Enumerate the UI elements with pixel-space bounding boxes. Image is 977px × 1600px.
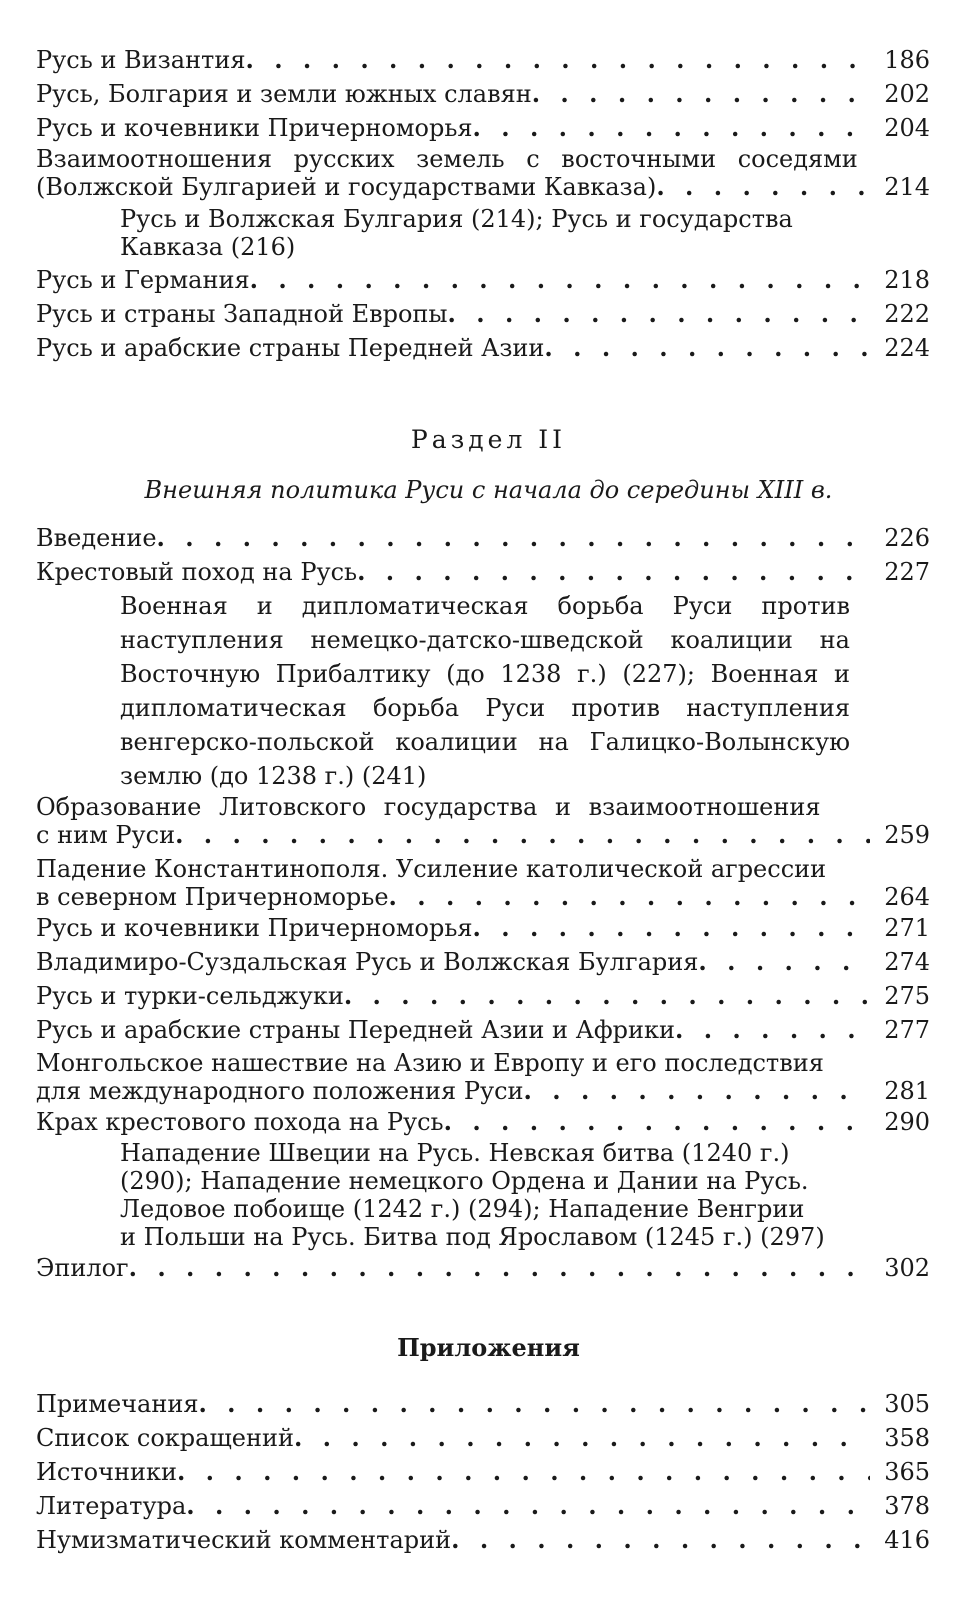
toc-entry-page: 358 xyxy=(884,1424,930,1452)
toc-subentry-line: (290); Нападение немецкого Ордена и Дании на Русь. xyxy=(120,1167,809,1195)
leader-dots xyxy=(129,1251,870,1285)
toc-entry-title-line: Падение Константинополя. Усиление католической агрессии xyxy=(36,855,827,883)
toc-entry-title: Владимиро-Суздальская Русь и Волжская Булгария xyxy=(36,948,699,976)
toc-appendix xyxy=(36,1387,930,1557)
toc-entry xyxy=(36,821,930,849)
toc-entry-title: Русь и Византия xyxy=(36,46,246,74)
leader-dots xyxy=(473,911,870,945)
section-heading: Раздел II xyxy=(410,425,567,454)
toc-entry-title: Крестовый поход на Русь xyxy=(36,558,358,586)
toc-entry-title: Русь и турки-сельджуки xyxy=(36,982,344,1010)
toc-subentry-line: и Польши на Русь. Битва под Ярославом (1245 г.) (297) xyxy=(120,1223,825,1251)
toc-entry xyxy=(36,1077,930,1105)
toc-entry-title: Источники xyxy=(36,1458,177,1486)
toc-entry xyxy=(36,263,930,297)
toc-entry xyxy=(36,555,930,589)
toc-entry-page: 218 xyxy=(884,266,930,294)
leader-dots xyxy=(357,555,870,589)
toc-subentry-line: Ледовое побоище (1242 г.) (294); Нападение Венгрии xyxy=(120,1195,805,1223)
toc-entry-page: 226 xyxy=(884,524,930,552)
leader-dots xyxy=(532,77,870,111)
leader-dots xyxy=(245,43,870,77)
leader-dots xyxy=(250,263,870,297)
leader-dots xyxy=(389,883,870,911)
leader-dots xyxy=(675,1013,870,1047)
toc-entry-title-line: Образование Литовского государства и взаимоотношения xyxy=(36,793,821,821)
leader-dots xyxy=(656,173,870,201)
toc-entry xyxy=(36,77,930,111)
toc-entry-title: Русь и страны Западной Европы xyxy=(36,300,448,328)
toc-entry xyxy=(36,1489,930,1523)
toc-entry xyxy=(36,331,930,365)
toc-entry-page: 290 xyxy=(884,1108,930,1136)
toc-entry xyxy=(36,297,930,331)
leader-dots xyxy=(344,979,870,1013)
toc-entry-title: Русь и кочевники Причерноморья xyxy=(36,914,473,942)
toc-entry xyxy=(36,979,930,1013)
toc-entry-page: 378 xyxy=(884,1492,930,1520)
toc-entry-title: Русь и кочевники Причерноморья xyxy=(36,114,473,142)
toc-section-2 xyxy=(36,521,930,1285)
toc-entry xyxy=(36,1455,930,1489)
leader-dots xyxy=(186,1489,870,1523)
toc-entry-title: Примечания xyxy=(36,1390,199,1418)
toc-entry-page: 281 xyxy=(884,1077,930,1105)
leader-dots xyxy=(698,945,870,979)
toc-entry-page: 222 xyxy=(884,300,930,328)
toc-entry xyxy=(36,173,930,201)
toc-entry-title: Введение xyxy=(36,524,157,552)
toc-entry-page: 274 xyxy=(884,948,930,976)
toc-subentry: Военная и дипломатическая борьба Руси против наступления немецко-датско-шведской коалиции на Восточную Прибалтику (до 1238 г.) (227); Военная и дипломатическая борьба Руси против наступления венгерско-польской коалиции на Галицко-Волынскую землю (до 1238 г.) (241) xyxy=(120,592,850,790)
toc-entry-title: с ним Руси xyxy=(36,821,176,849)
toc-entry-title: Литература xyxy=(36,1492,187,1520)
toc-entry xyxy=(36,521,930,555)
toc-entry-title: (Волжской Булгарией и государствами Кавказа) xyxy=(36,173,657,201)
toc-entry-page: 416 xyxy=(884,1526,930,1554)
toc-entry xyxy=(36,945,930,979)
toc-entry xyxy=(36,43,930,77)
leader-dots xyxy=(444,1105,870,1139)
toc-entry xyxy=(36,911,930,945)
toc-entry-page: 227 xyxy=(884,558,930,586)
toc-entry xyxy=(36,883,930,911)
toc-entry-title: для международного положения Руси xyxy=(36,1077,524,1105)
toc-entry-page: 204 xyxy=(884,114,930,142)
toc-entry-title-line: Взаимоотношения русских земель с восточными соседями xyxy=(36,145,858,173)
toc-entry-page: 224 xyxy=(884,334,930,362)
toc-entry-title: Крах крестового похода на Русь xyxy=(36,1108,444,1136)
toc-top-section xyxy=(36,43,930,365)
toc-entry-title: Список сокращений xyxy=(36,1424,294,1452)
toc-entry-title: Нумизматический комментарий xyxy=(36,1526,452,1554)
toc-entry-page: 302 xyxy=(884,1254,930,1282)
toc-entry-page: 277 xyxy=(884,1016,930,1044)
leader-dots xyxy=(177,1455,870,1489)
leader-dots xyxy=(451,1523,870,1557)
toc-entry xyxy=(36,1251,930,1285)
leader-dots xyxy=(544,331,870,365)
toc-entry-page: 259 xyxy=(884,821,930,849)
toc-entry-page: 264 xyxy=(884,883,930,911)
leader-dots xyxy=(294,1421,870,1455)
toc-subentry: Русь и Волжская Булгария (214); Русь и государства Кавказа (216) xyxy=(120,205,793,261)
leader-dots xyxy=(175,821,870,849)
toc-subentry xyxy=(120,1139,846,1251)
toc-entry xyxy=(36,1013,930,1047)
toc-entry-title: в северном Причерноморье xyxy=(36,883,389,911)
leader-dots xyxy=(448,297,870,331)
toc-entry-page: 305 xyxy=(884,1390,930,1418)
toc-entry-page: 214 xyxy=(884,173,930,201)
toc-entry-title: Русь, Болгария и земли южных славян xyxy=(36,80,532,108)
toc-entry xyxy=(36,1105,930,1139)
section-subtitle: Внешняя политика Руси с начала до середины XIII в. xyxy=(144,476,833,504)
leader-dots xyxy=(524,1077,870,1105)
toc-entry-page: 186 xyxy=(884,46,930,74)
toc-entry-page: 271 xyxy=(884,914,930,942)
toc-entry-title: Русь и арабские страны Передней Азии и Африки xyxy=(36,1016,675,1044)
leader-dots xyxy=(157,521,870,555)
toc-entry-title: Эпилог xyxy=(36,1254,129,1282)
toc-entry-title-line: Монгольское нашествие на Азию и Европу и его последствия xyxy=(36,1049,824,1077)
toc-entry-title: Русь и арабские страны Передней Азии xyxy=(36,334,545,362)
leader-dots xyxy=(473,111,870,145)
toc-entry xyxy=(36,111,930,145)
toc-entry xyxy=(36,1523,930,1557)
toc-entry xyxy=(36,1387,930,1421)
toc-entry-page: 275 xyxy=(884,982,930,1010)
toc-entry-page: 202 xyxy=(884,80,930,108)
toc-entry-title: Русь и Германия xyxy=(36,266,250,294)
appendix-heading: Приложения xyxy=(397,1333,580,1362)
leader-dots xyxy=(198,1387,870,1421)
toc-subentry-line: Нападение Швеции на Русь. Невская битва (1240 г.) xyxy=(120,1139,790,1167)
toc-entry-page: 365 xyxy=(884,1458,930,1486)
toc-entry xyxy=(36,1421,930,1455)
